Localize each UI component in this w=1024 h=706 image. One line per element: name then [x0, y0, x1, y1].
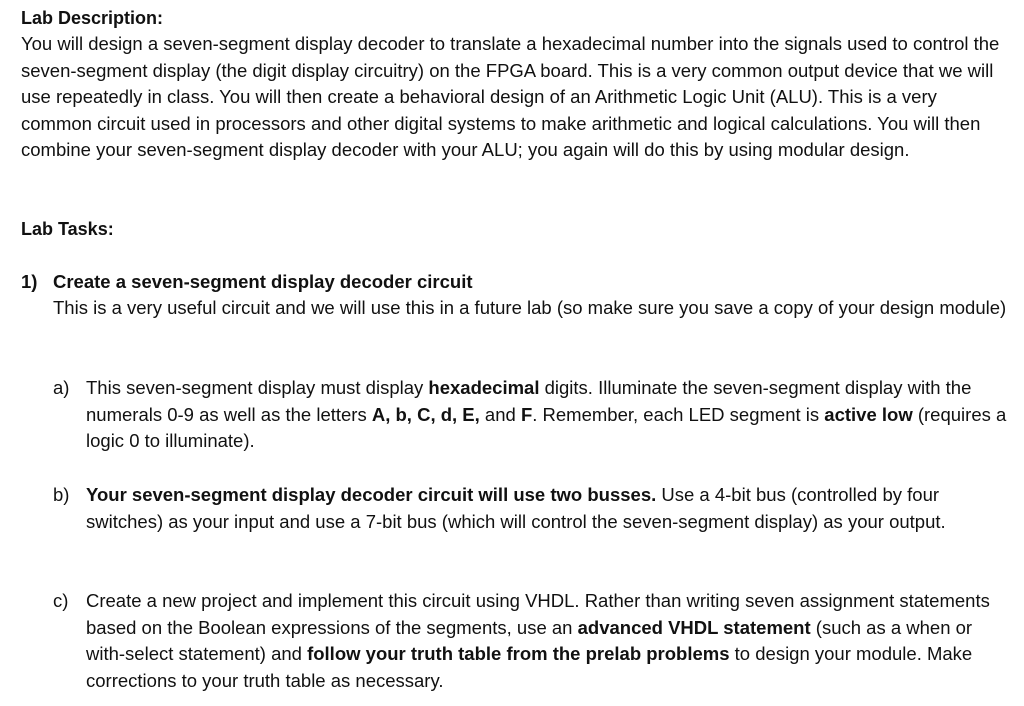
task-1b-letter: b) [53, 484, 70, 505]
lab-description-heading: Lab Description: [21, 8, 164, 28]
lab-description-text: You will design a seven-segment display decoder to translate a hexadecimal number into the signals used to control the seven-segment display (the digit display circuitry) on the FPGA board. This is a very common output device that we will use repeatedly in class. You will then create a behavioral design of an Arithmetic Logic Unit (ALU). This is a very common circuit used in processors and other digital systems to make arithmetic and logical calculations. You will then combine your seven-segment display decoder with your ALU; you again will do this by using modular design. [21, 33, 1000, 160]
task-1a-text [86, 375, 1011, 455]
task-1b-part: Use a 4-bit bus (controlled by four switches) as your input and use a 7-bit bus (which will control the seven-segment display) as your output. [86, 484, 946, 532]
task-1c-part: to design your module. Make corrections to your truth table as necessary. [86, 643, 973, 691]
task-1c-bold: advanced VHDL statement [577, 616, 811, 638]
task-1-body: This is a very useful circuit and we will use this in a future lab (so make sure you save a copy of your design module) [53, 297, 1007, 318]
task-1b-text [86, 482, 1011, 535]
task-1b-bold: Your seven-segment display decoder circuit will use two busses. [86, 484, 657, 505]
task-1a-part: and [479, 403, 521, 425]
task-1a-bold: active low [824, 403, 913, 425]
task-1a-bold: F [520, 403, 533, 425]
task-1c-part: Create a new project and implement this circuit using VHDL. Rather than writing seven assignment statements based on the Boolean expressions of the segments, use an [86, 590, 990, 638]
task-1a-part: . Remember, each LED segment is [532, 403, 825, 425]
task-1c-text [86, 588, 1011, 694]
lab-tasks-heading: Lab Tasks: [21, 219, 114, 239]
task-1c-bold: follow your truth table from the prelab problems [307, 643, 730, 664]
task-1a-bold: A, b, C, d, E, [371, 403, 480, 425]
task-1a-letter: a) [53, 377, 70, 398]
task-1a-part: digits. Illuminate the seven-segment display with the numerals 0-9 as well as the letters [86, 377, 972, 425]
task-1a-part: (requires a logic 0 to illuminate). [86, 403, 1007, 451]
task-1c-part: (such as a when or with-select statement) and [86, 616, 973, 664]
task-1a-bold: hexadecimal [428, 377, 540, 398]
task-1-title: Create a seven-segment display decoder circuit [53, 271, 473, 292]
task-1a-part: This seven-segment display must display [86, 377, 429, 398]
task-1c-letter: c) [53, 590, 69, 611]
task-1-number: 1) [21, 271, 38, 292]
